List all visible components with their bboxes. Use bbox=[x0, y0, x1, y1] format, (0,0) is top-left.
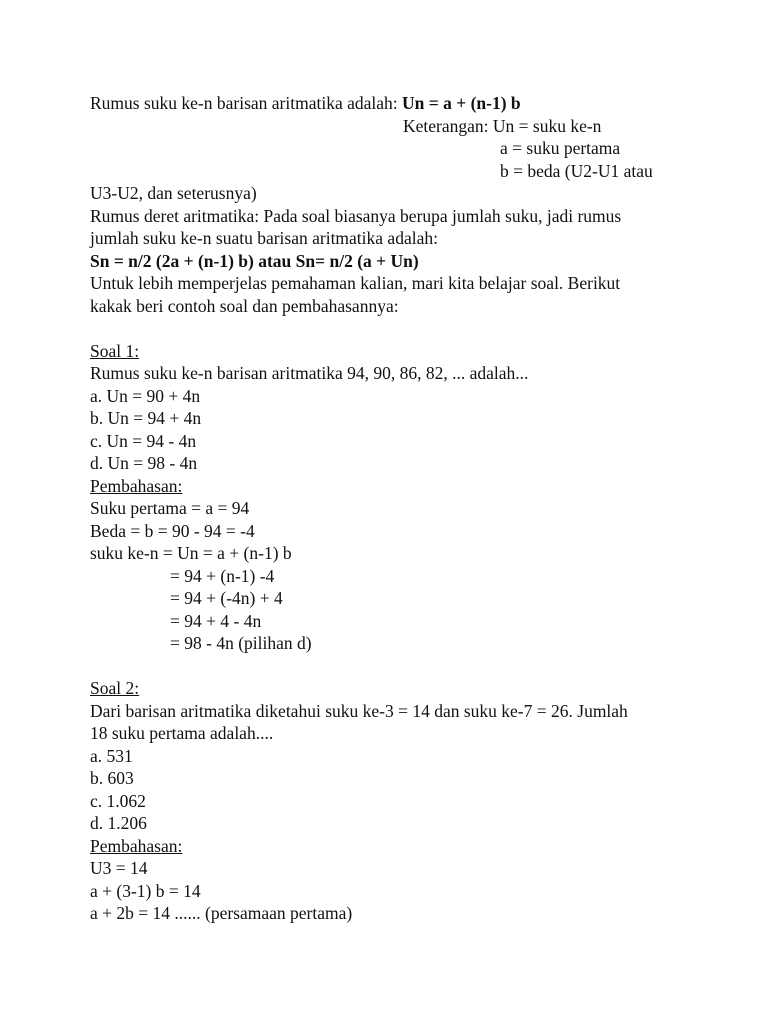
soal2-option-c: c. 1.062 bbox=[90, 790, 146, 811]
soal1-step: = 94 + 4 - 4n bbox=[170, 610, 262, 631]
soal2-option-a: a. 531 bbox=[90, 745, 133, 766]
paragraph-line-2: kakak beri contoh soal dan pembahasannya: bbox=[90, 295, 399, 316]
soal1-step: = 94 + (n-1) -4 bbox=[170, 565, 275, 586]
soal1-question: Rumus suku ke-n barisan aritmatika 94, 90, 86, 82, ... adalah... bbox=[90, 363, 529, 383]
soal1-step: Suku pertama = a = 94 bbox=[90, 498, 250, 518]
keterangan-line-1: Keterangan: Un = suku ke-n bbox=[403, 115, 602, 136]
spacer bbox=[90, 655, 700, 678]
soal2-option-b: b. 603 bbox=[90, 768, 134, 788]
soal1-option-a: a. Un = 90 + 4n bbox=[90, 385, 201, 406]
soal1-option-b: b. Un = 94 + 4n bbox=[90, 408, 202, 428]
deret-line-2: jumlah suku ke-n suatu barisan aritmatika adalah: bbox=[90, 228, 438, 248]
soal1-step: = 94 + (-4n) + 4 bbox=[170, 588, 283, 608]
keterangan-line-2: a = suku pertama bbox=[500, 138, 621, 158]
soal2-heading: Soal 2: bbox=[90, 678, 140, 698]
soal2-pembahasan-label: Pembahasan: bbox=[90, 835, 183, 856]
paragraph-line-1: Untuk lebih memperjelas pemahaman kalian, mari kita belajar soal. Berikut bbox=[90, 273, 621, 293]
un-formula: Un = a + (n-1) b bbox=[402, 93, 521, 113]
spacer bbox=[90, 317, 700, 340]
intro-un-formula-line bbox=[90, 92, 700, 115]
document-page bbox=[90, 92, 700, 925]
intro-text: Rumus suku ke-n barisan aritmatika adalah: bbox=[90, 93, 403, 113]
soal1-pembahasan-label: Pembahasan: bbox=[90, 475, 183, 496]
soal2-question-line-2: 18 suku pertama adalah.... bbox=[90, 723, 274, 743]
keterangan-line-3: b = beda (U2-U1 atau bbox=[500, 160, 653, 181]
soal2-step: a + (3-1) b = 14 bbox=[90, 880, 201, 901]
sn-formula: Sn = n/2 (2a + (n-1) b) atau Sn= n/2 (a + Un) bbox=[90, 250, 419, 271]
keterangan-line-4: U3-U2, dan seterusnya) bbox=[90, 183, 257, 203]
soal1-step: Beda = b = 90 - 94 = -4 bbox=[90, 520, 255, 541]
soal1-heading: Soal 1: bbox=[90, 340, 140, 361]
soal2-step: U3 = 14 bbox=[90, 858, 148, 878]
soal2-question-line-1: Dari barisan aritmatika diketahui suku ke-3 = 14 dan suku ke-7 = 26. Jumlah bbox=[90, 700, 628, 721]
soal1-step: suku ke-n = Un = a + (n-1) b bbox=[90, 543, 292, 563]
soal1-option-c: c. Un = 94 - 4n bbox=[90, 430, 197, 451]
soal1-step: = 98 - 4n (pilihan d) bbox=[170, 633, 312, 653]
deret-line-1: Rumus deret aritmatika: Pada soal biasanya berupa jumlah suku, jadi rumus bbox=[90, 205, 622, 226]
soal1-option-d: d. Un = 98 - 4n bbox=[90, 453, 198, 473]
soal2-option-d: d. 1.206 bbox=[90, 813, 147, 833]
soal2-step: a + 2b = 14 ...... (persamaan pertama) bbox=[90, 903, 353, 923]
